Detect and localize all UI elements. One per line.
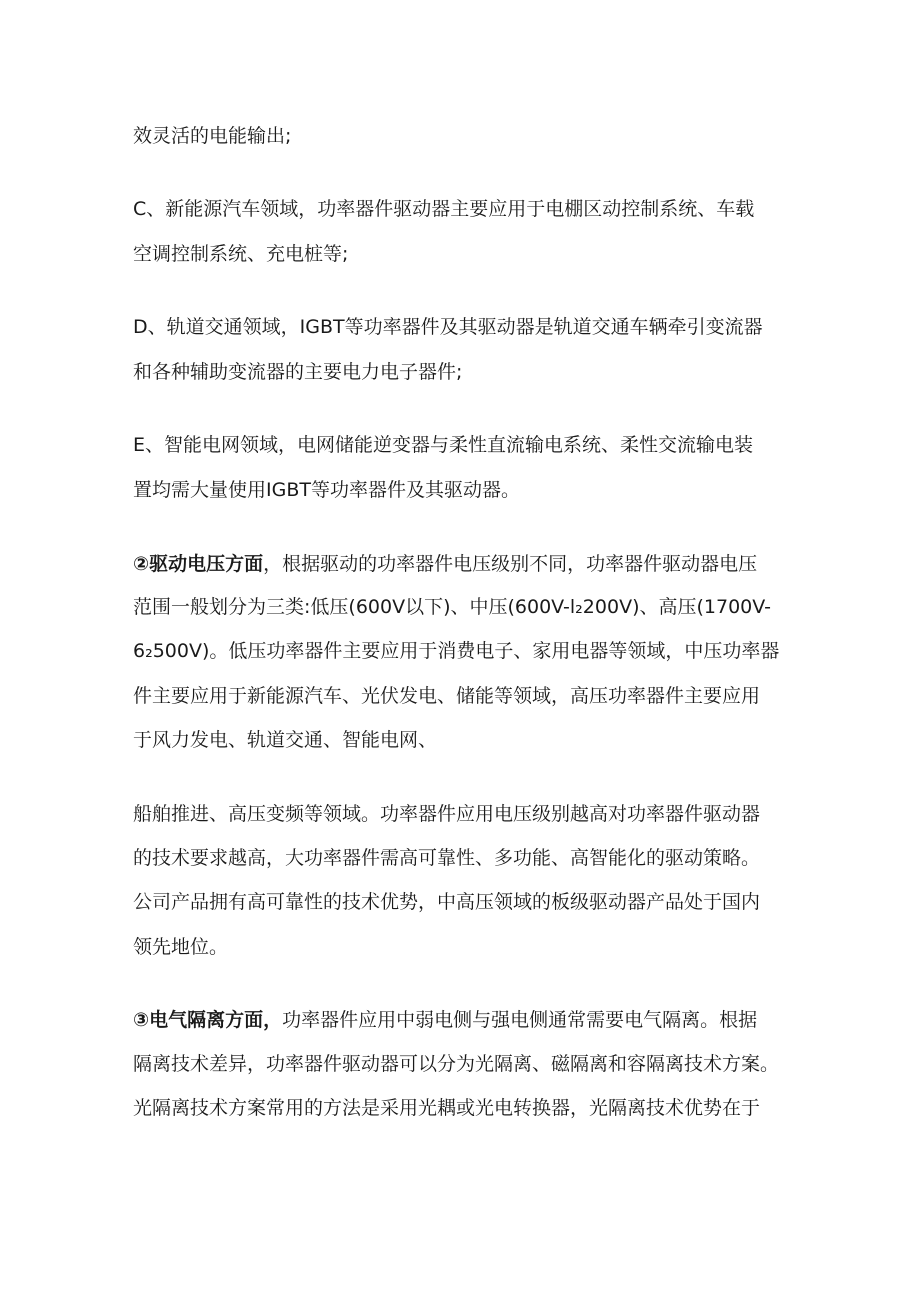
text-line: 隔离技术差异，功率器件驱动器可以分为光隔离、磁隔离和容隔离技术方案。 [133, 1053, 780, 1075]
text-line: 效灵活的电能输出; [133, 125, 292, 147]
text-line: 6₂500V)。低压功率器件主要应用于消费电子、家用电器等领域，中压功率器 [133, 640, 780, 662]
text-line: E、智能电网领域，电网储能逆变器与柔性直流输电系统、柔性交流输电装 [133, 434, 754, 456]
text-line: 件主要应用于新能源汽车、光伏发电、储能等领域，高压功率器件主要应用 [133, 685, 761, 707]
text-line: 的技术要求越高，大功率器件需高可靠性、多功能、高智能化的驱动策略。 [133, 847, 761, 869]
section-heading: ③电气隔离方面， [133, 1009, 283, 1031]
text-line: C、新能源汽车领域，功率器件驱动器主要应用于电棚区动控制系统、车载 [133, 198, 755, 220]
text-line: 和各种辅助变流器的主要电力电子器件; [133, 361, 463, 383]
text-line: 光隔离技术方案常用的方法是采用光耦或光电转换器，光隔离技术优势在于 [133, 1097, 761, 1119]
section-heading: ②驱动电压方面 [133, 553, 264, 575]
text-line: ③电气隔离方面，功率器件应用中弱电侧与强电侧通常需要电气隔离。根据 [133, 1009, 758, 1031]
text-line: 船舶推进、高压变频等领域。功率器件应用电压级别越高对功率器件驱动器 [133, 803, 761, 825]
text-line: 于风力发电、轨道交通、智能电网、 [133, 729, 438, 751]
text-line: 置均需大量使用IGBT等功率器件及其驱动器。 [133, 479, 520, 501]
text-line: ②驱动电压方面，根据驱动的功率器件电压级别不同，功率器件驱动器电压 [133, 553, 758, 575]
text-line: 公司产品拥有高可靠性的技术优势，中高压领域的板级驱动器产品处于国内 [133, 891, 761, 913]
text-line: 空调控制系统、充电桩等; [133, 243, 349, 265]
text-line: 领先地位。 [133, 936, 229, 958]
text-line: 范围一般划分为三类:低压(600V以下)、中压(600V-l₂200V)、高压(1700V- [133, 596, 771, 618]
text-line: D、轨道交通领域，IGBT等功率器件及其驱动器是轨道交通车辆牵引变流器 [133, 316, 763, 338]
